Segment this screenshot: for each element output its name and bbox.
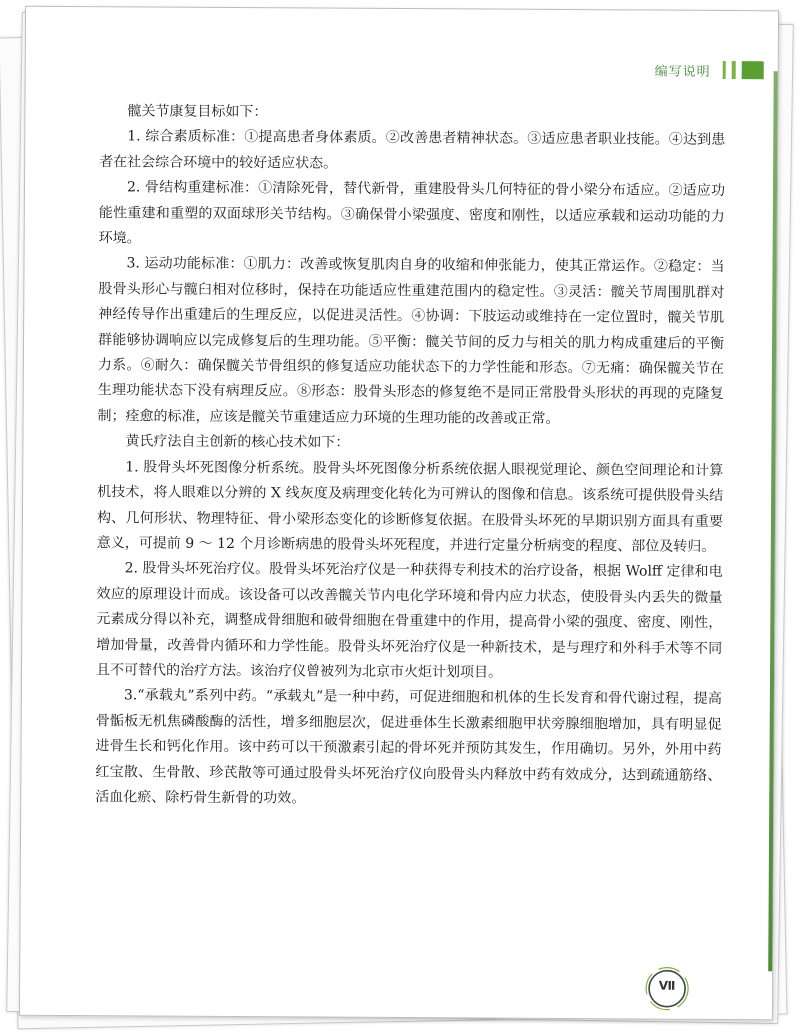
header-title: 编写说明 <box>654 64 711 80</box>
body-text <box>95 99 725 814</box>
header-bar <box>723 61 726 79</box>
paragraph: 3.“承载丸”系列中药。“承载丸”是一种中药，可促进细胞和机体的生长发育和骨代谢过程，提高骨骺板无机焦磷酸酶的活性，增多细胞层次，促进垂体生长激素细胞甲状旁腺细胞增加，具有明显促进骨生长和钙化作用。该中药可以干预激素引起的骨坏死并预防其发生，作用确切。另外，外用中药红宝散、生骨散、珍芪散等可通过股骨头坏死治疗仪向股骨头内释放中药有效成分，达到疏通筋络、活血化瘀、除朽骨生新骨的功效。 <box>95 687 722 807</box>
header-bar <box>732 61 736 79</box>
paragraph: 2. 股骨头坏死治疗仪。股骨头坏死治疗仪是一种获得专利技术的治疗设备，根据 Wolff 定律和电效应的原理设计而成。该设备可以改善髋关节内电化学环境和骨内应力状态，使股骨头内丢失的微量元素成分得以补充，调整成骨细胞和破骨细胞在骨重建中的作用，提高骨小梁的强度、密度、刚性，增加骨量，改善骨内循环和力学性能。股骨头坏死治疗仪是一种新技术，是与理疗和外科手术等不同且不可替代的治疗方法。该治疗仪曾被列为北京市火炬计划项目。 <box>95 560 723 681</box>
paragraph: 3. 运动功能标准：①肌力：改善或恢复肌肉自身的收缩和伸张能力，使其正常运作。②稳定：当股骨头形心与髋臼相对位移时，保持在功能适应性重建范围内的稳定性。③灵活：髋关节周围肌群对神经传导作出重建后的生理反应，以促进灵活性。④协调：下肢运动或维持在一定位置时，髋关节肌群能够协调响应以完成修复后的生理功能。⑤平衡：髋关节间的反力与相关的肌力构成重建后的平衡力系。⑥耐久：确保髋关节骨组织的修复适应功能状态下的力学性能和形态。⑦无痛：确保髋关节在生理功能状态下没有病理反应。⑧形态：股骨头形态的修复绝不是同正常股骨头形状的再现的克隆复制；痊愈的标准，应该是髋关节重建适应力环境的生理功能的改善或正常。 <box>97 255 725 427</box>
page-number-badge <box>644 966 690 1012</box>
paragraph: 2. 骨结构重建标准：①清除死骨，替代新骨，重建股骨头几何特征的骨小梁分布适应。②适应功能性重建和重塑的双面球形关节结构。③确保骨小梁强度、密度和刚性，以适应承载和运动功能的力环境。 <box>98 179 726 247</box>
paragraph: 1. 股骨头坏死图像分析系统。股骨头坏死图像分析系统依据人眼视觉理论、颜色空间理论和计算机技术，将人眼难以分辨的 X 线灰度及病理变化转化为可辨认的图像和信息。该系统可提供股骨头结构、几何形状、物理特征、骨小梁形态变化的诊断修复依据。在股骨头坏死的早期识别方面具有重要意义，可提前 9 ～ 12 个月诊断病患的股骨头坏死程度，并进行定量分析病变的程度、部位及转归。 <box>96 459 724 555</box>
header-bar <box>742 61 764 79</box>
paragraph: 1. 综合素质标准：①提高患者身体素质。②改善患者精神状态。③适应患者职业技能。④达到患者在社会综合环境中的较好适应状态。 <box>99 128 726 172</box>
paragraph: 髋关节康复目标如下： <box>127 103 268 121</box>
page-number: Ⅶ <box>658 978 676 993</box>
book-page <box>19 6 779 1021</box>
paragraph: 黄氏疗法自主创新的核心技术如下： <box>125 433 350 451</box>
running-header <box>655 59 764 82</box>
